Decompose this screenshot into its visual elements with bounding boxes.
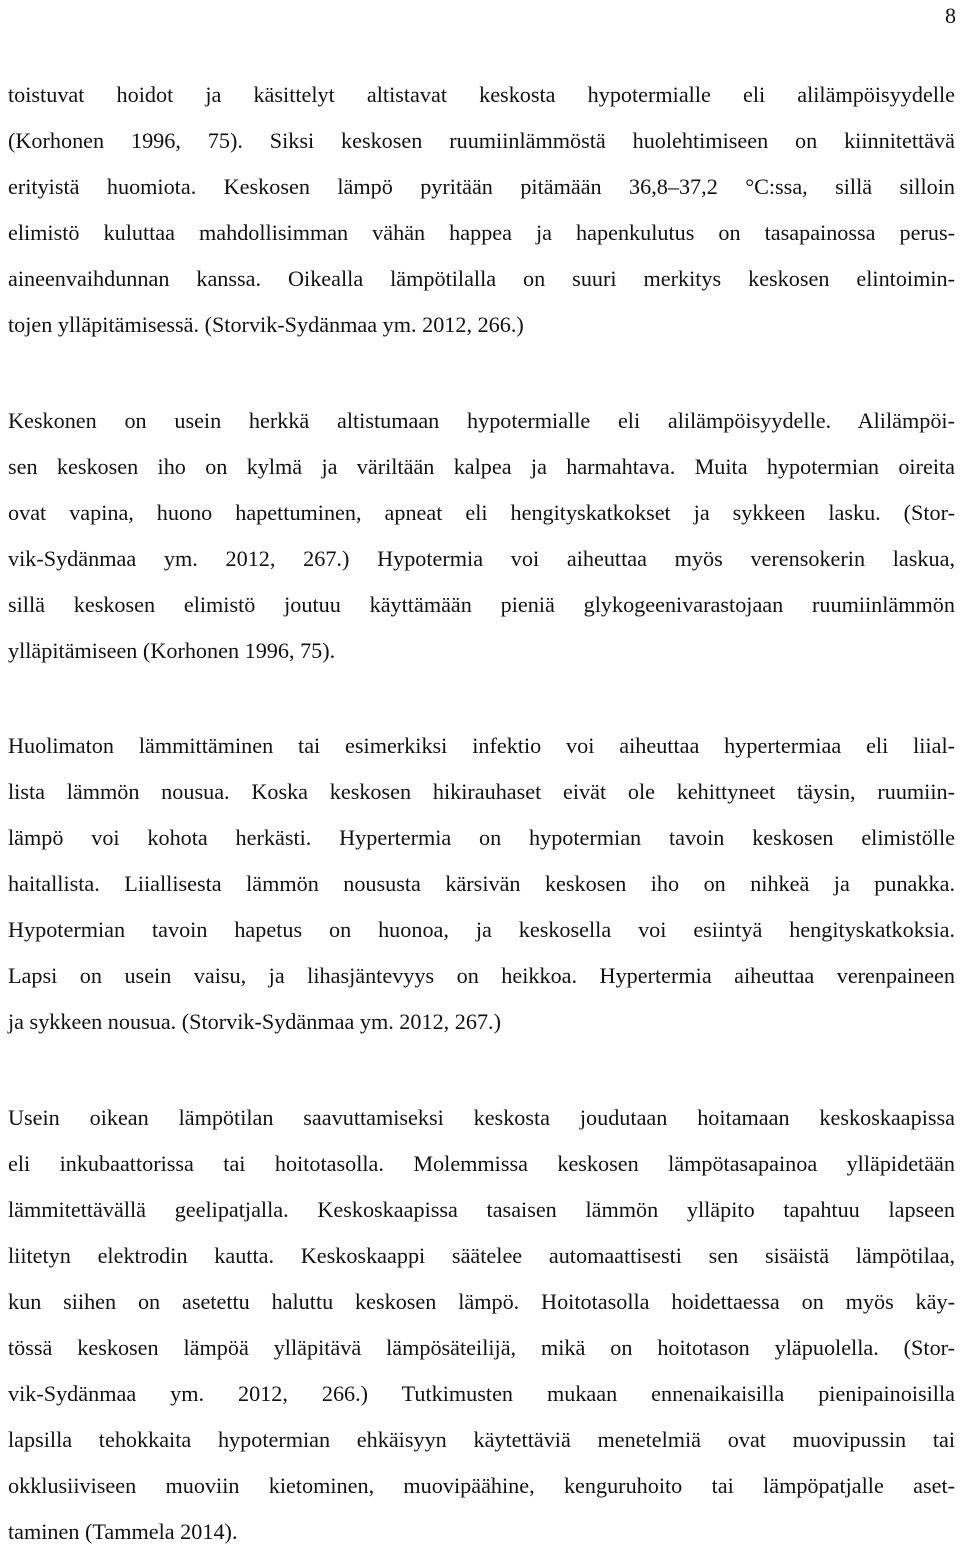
text-line: lämpö voi kohota herkästi. Hypertermia on hypotermian tavoin keskosen elimistölle [8, 825, 955, 850]
text-line: haitallista. Liiallisesta lämmön noususta kärsivän keskosen iho on nihkeä ja punakka. [8, 871, 955, 896]
text-line: ylläpitämiseen (Korhonen 1996, 75). [8, 638, 336, 663]
text-line: tojen ylläpitämisessä. (Storvik-Sydänmaa ym. 2012, 266.) [8, 312, 524, 337]
paragraph-1 [8, 72, 955, 348]
text-line: (Korhonen 1996, 75). Siksi keskosen ruumiinlämmöstä huolehtimiseen on kiinnitettävä [8, 128, 955, 153]
paragraph-3 [8, 723, 955, 1045]
text-line: eli inkubaattorissa tai hoitotasolla. Molemmissa keskosen lämpötasapainoa ylläpidetään [8, 1151, 955, 1176]
page-number: 8 [945, 3, 956, 28]
text-line: liitetyn elektrodin kautta. Keskoskaappi säätelee automaattisesti sen sisäistä lämpötilaa, [8, 1243, 955, 1268]
text-line: toistuvat hoidot ja käsittelyt altistavat keskosta hypotermialle eli alilämpöisyydelle [8, 82, 955, 107]
text-line: elimistö kuluttaa mahdollisimman vähän happea ja hapenkulutus on tasapainossa perus- [8, 220, 955, 245]
text-line: Huolimaton lämmittäminen tai esimerkiksi infektio voi aiheuttaa hypertermiaa eli liial- [8, 733, 955, 758]
text-line: Usein oikean lämpötilan saavuttamiseksi keskosta joudutaan hoitamaan keskoskaapissa [8, 1105, 955, 1130]
text-line: Keskonen on usein herkkä altistumaan hypotermialle eli alilämpöisyydelle. Alilämpöi- [8, 408, 955, 433]
text-line: sillä keskosen elimistö joutuu käyttämään pieniä glykogeenivarastojaan ruumiinlämmön [8, 592, 955, 617]
text-line: erityistä huomiota. Keskosen lämpö pyritään pitämään 36,8–37,2 °C:ssa, sillä silloin [8, 174, 955, 199]
text-line: taminen (Tammela 2014). [8, 1519, 238, 1544]
text-line: ja sykkeen nousua. (Storvik-Sydänmaa ym. 2012, 267.) [8, 1009, 501, 1034]
text-line: aineenvaihdunnan kanssa. Oikealla lämpötilalla on suuri merkitys keskosen elintoimin- [8, 266, 955, 291]
text-line: tössä keskosen lämpöä ylläpitävä lämpösäteilijä, mikä on hoitotason yläpuolella. (Stor- [8, 1335, 955, 1360]
paragraph-4 [8, 1095, 955, 1555]
text-line: lapsilla tehokkaita hypotermian ehkäisyyn käytettäviä menetelmiä ovat muovipussin tai [8, 1427, 955, 1452]
text-line: vik-Sydänmaa ym. 2012, 267.) Hypotermia voi aiheuttaa myös verensokerin laskua, [8, 546, 955, 571]
text-line: Lapsi on usein vaisu, ja lihasjäntevyys on heikkoa. Hypertermia aiheuttaa verenpaineen [8, 963, 955, 988]
text-line: lämmitettävällä geelipatjalla. Keskoskaapissa tasaisen lämmön ylläpito tapahtuu lapseen [8, 1197, 955, 1222]
text-line: okklusiiviseen muoviin kietominen, muovipäähine, kenguruhoito tai lämpöpatjalle aset- [8, 1473, 955, 1498]
text-line: kun siihen on asetettu haluttu keskosen lämpö. Hoitotasolla hoidettaessa on myös käy- [8, 1289, 955, 1314]
text-line: Hypotermian tavoin hapetus on huonoa, ja keskosella voi esiintyä hengityskatkoksia. [8, 917, 955, 942]
text-line: lista lämmön nousua. Koska keskosen hikirauhaset eivät ole kehittyneet täysin, ruumiin- [8, 779, 955, 804]
paragraph-2 [8, 398, 955, 674]
text-line: vik-Sydänmaa ym. 2012, 266.) Tutkimusten mukaan ennenaikaisilla pienipainoisilla [8, 1381, 955, 1406]
text-line: ovat vapina, huono hapettuminen, apneat eli hengityskatkokset ja sykkeen lasku. (Stor- [8, 500, 955, 525]
text-line: sen keskosen iho on kylmä ja väriltään kalpea ja harmahtava. Muita hypotermian oireita [8, 454, 955, 479]
